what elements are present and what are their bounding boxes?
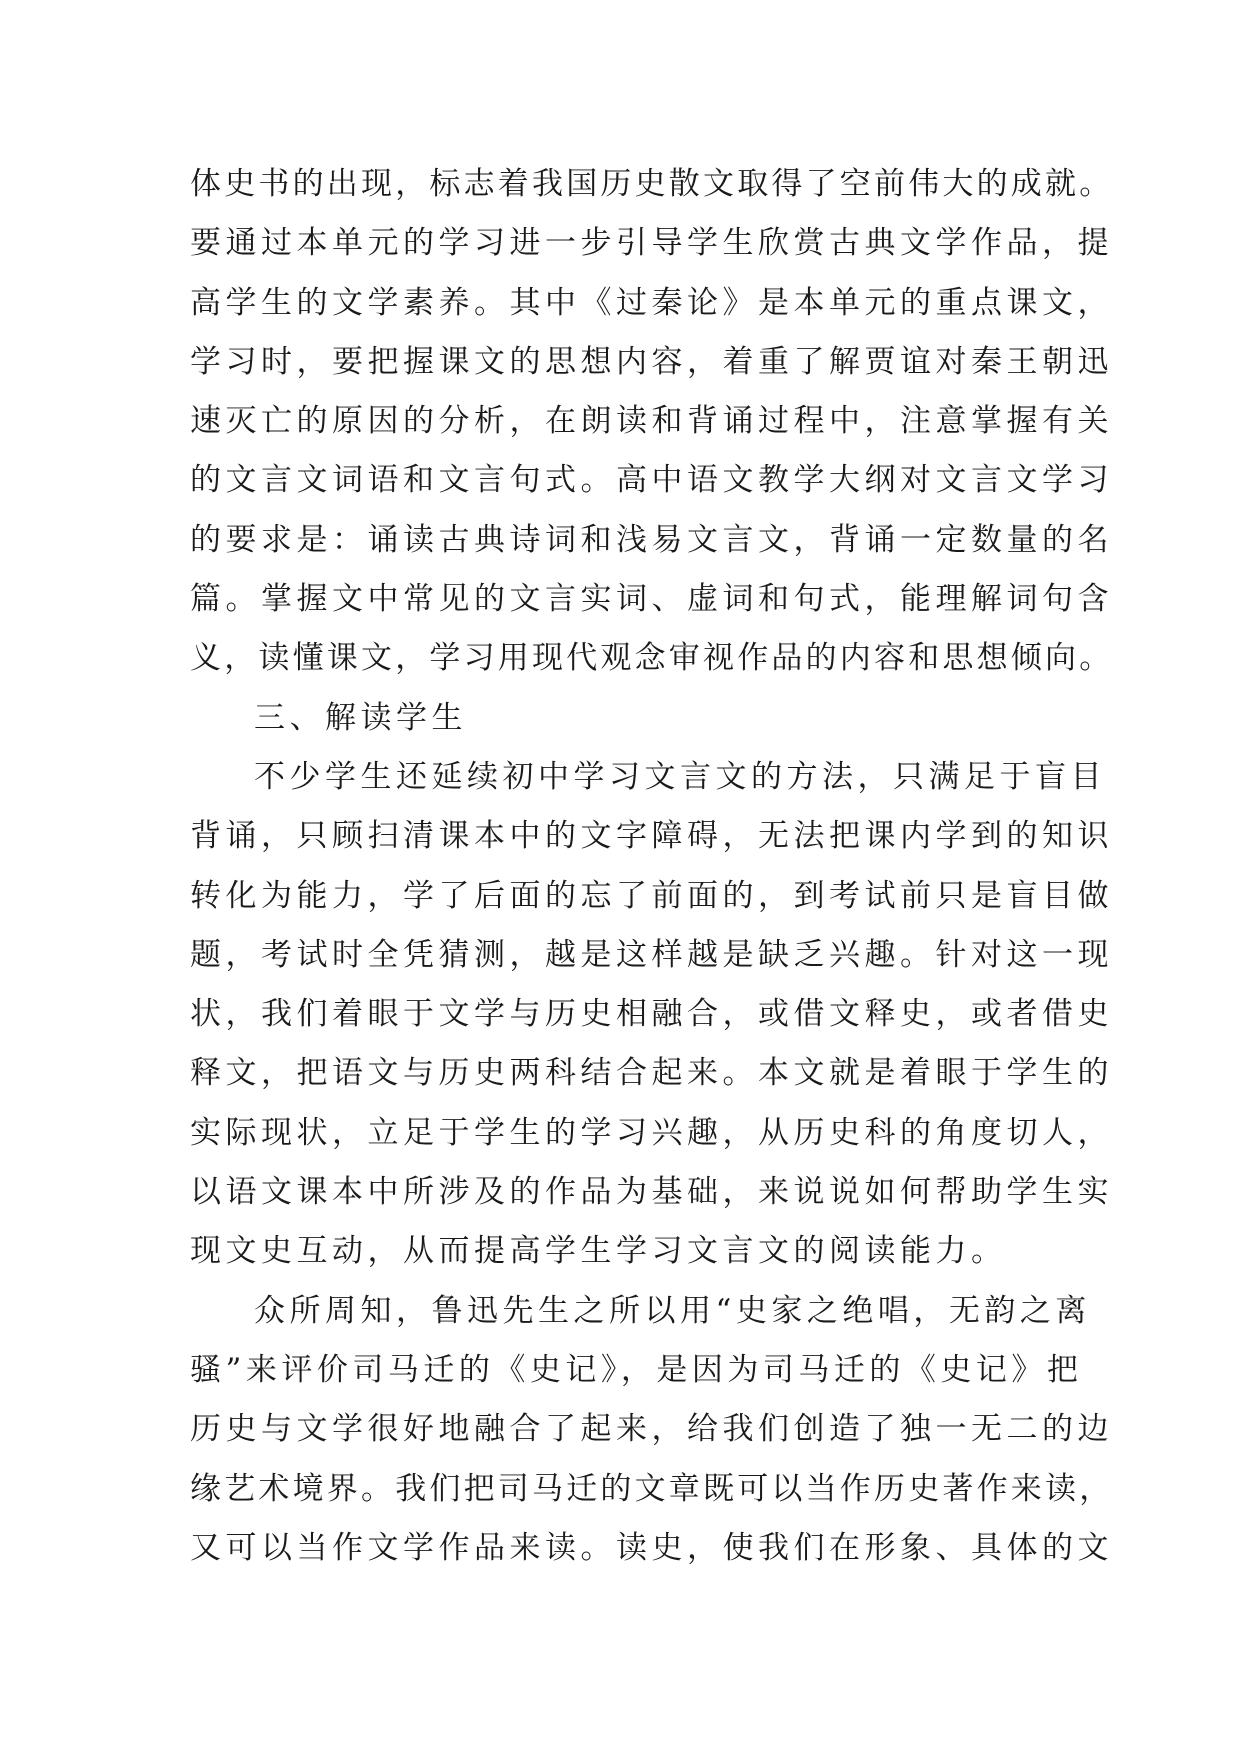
text-line: 现文史互动，从而提高学生学习文言文的阅读能力。 bbox=[190, 1233, 1007, 1270]
text-line: 又可以当作文学作品来读。读史，使我们在形象、具体的文 bbox=[190, 1529, 1113, 1566]
section-heading: 三、解读学生 bbox=[254, 699, 467, 736]
document-body bbox=[190, 155, 1114, 1578]
text-line: 众所周知，鲁迅先生之所以用“史家之绝唱，无韵之离 bbox=[254, 1292, 1091, 1329]
text-line: 要通过本单元的学习进一步引导学生欣赏古典文学作品，提 bbox=[190, 225, 1113, 262]
text-line: 历史与文学很好地融合了起来，给我们创造了独一无二的边 bbox=[190, 1411, 1113, 1448]
text-line: 转化为能力，学了后面的忘了前面的，到考试前只是盲目做 bbox=[190, 877, 1113, 914]
text-line: 以语文课本中所涉及的作品为基础，来说说如何帮助学生实 bbox=[190, 1174, 1113, 1211]
text-line: 义，读懂课文，学习用现代观念审视作品的内容和思想倾向。 bbox=[190, 640, 1114, 677]
text-line: 缘艺术境界。我们把司马迁的文章既可以当作历史著作来读， bbox=[190, 1470, 1114, 1507]
text-line: 实际现状，立足于学生的学习兴趣，从历史科的角度切人， bbox=[190, 1114, 1113, 1151]
text-line: 的文言文词语和文言句式。高中语文教学大纲对文言文学习 bbox=[190, 462, 1113, 499]
text-line: 学习时，要把握课文的思想内容，着重了解贾谊对秦王朝迅 bbox=[190, 343, 1113, 380]
text-line: 题，考试时全凭猜测，越是这样越是缺乏兴趣。针对这一现 bbox=[190, 936, 1113, 973]
text-line: 速灭亡的原因的分析，在朗读和背诵过程中，注意掌握有关 bbox=[190, 403, 1113, 440]
text-line: 体史书的出现，标志着我国历史散文取得了空前伟大的成就。 bbox=[190, 166, 1114, 202]
text-line: 的要求是：诵读古典诗词和浅易文言文，背诵一定数量的名 bbox=[190, 521, 1113, 558]
text-line: 骚”来评价司马迁的《史记》，是因为司马迁的《史记》把 bbox=[190, 1351, 1083, 1388]
text-line: 篇。掌握文中常见的文言实词、虚词和句式，能理解词句含 bbox=[190, 581, 1113, 618]
text-line: 不少学生还延续初中学习文言文的方法，只满足于盲目 bbox=[254, 758, 1106, 795]
text-line: 高学生的文学素养。其中《过秦论》是本单元的重点课文， bbox=[190, 284, 1113, 321]
text-line: 状，我们着眼于文学与历史相融合，或借文释史，或者借史 bbox=[190, 996, 1113, 1033]
text-line: 背诵，只顾扫清课本中的文字障碍，无法把课内学到的知识 bbox=[190, 818, 1113, 855]
text-line: 释文，把语文与历史两科结合起来。本文就是着眼于学生的 bbox=[190, 1055, 1113, 1092]
